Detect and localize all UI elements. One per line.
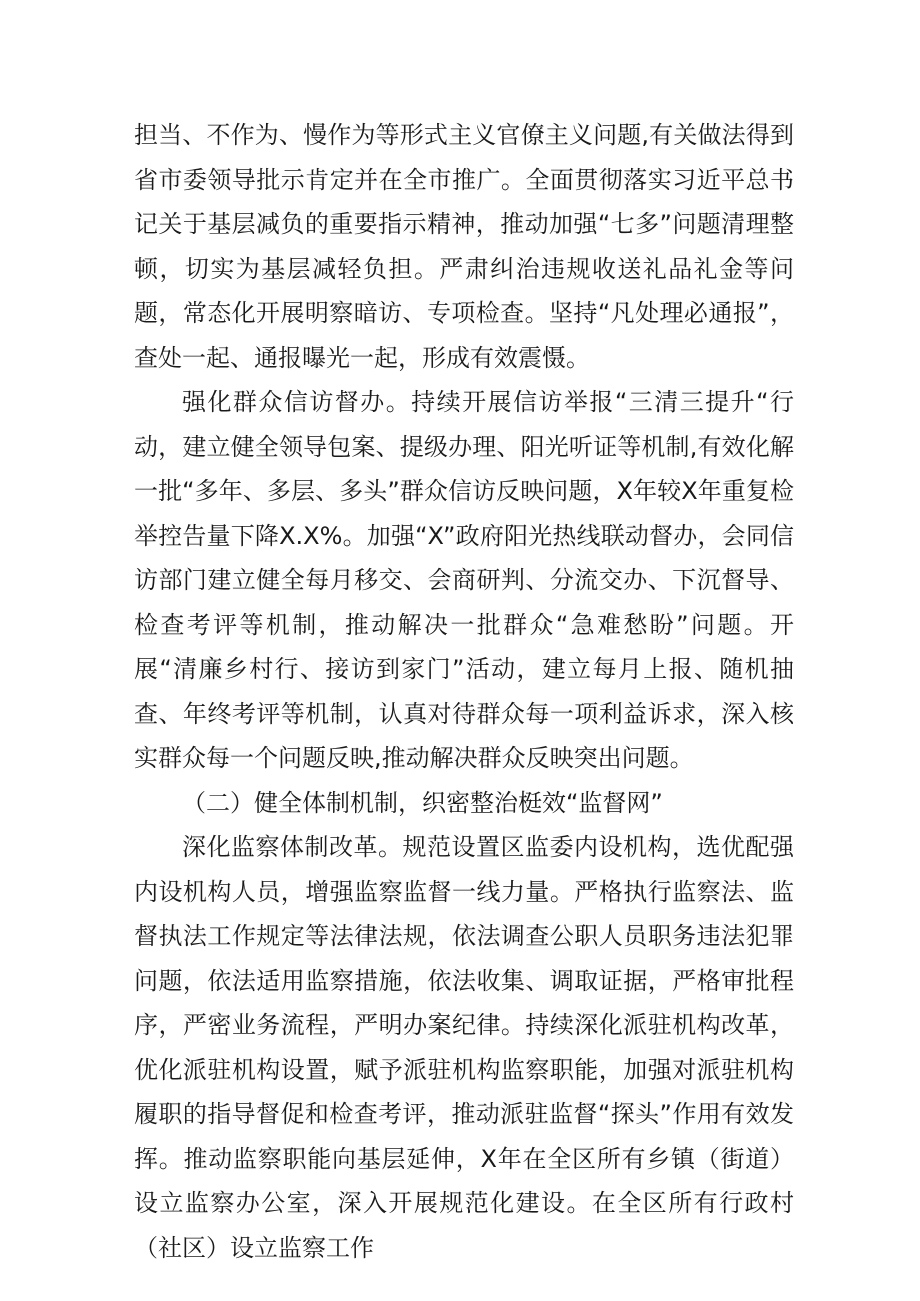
paragraph-continuation: 担当、不作为、慢作为等形式主义官僚主义问题,有关做法得到省市委领导批示肯定并在全市推广。全面贯彻落实习近平总书记关于基层减负的重要指示精神，推动加强“七多”问题清理整顿，切实为基层减轻负担。严肃纠治违规收送礼品礼金等问题，常态化开展明察暗访、专项检查。坚持“凡处理必通报”，查处一起、通报曝光一起，形成有效震慑。	[134, 121, 794, 372]
section-heading: （二）健全体制机制，织密整治梃效“监督网”	[182, 788, 663, 817]
document-body	[134, 113, 794, 1270]
paragraph-petition-supervision: 强化群众信访督办。持续开展信访举报“三清三提升“行动，建立健全领导包案、提级办理、阳光听证等机制,有效化解一批“多年、多层、多头”群众信访反映问题，X年较X年重复检举控告量下降X.X%。加强“X”政府阳光热线联动督办，会同信访部门建立健全每月移交、会商研判、分流交办、下沉督导、检查考评等机制，推动解决一批群众“急难愁盼”问题。开展“清廉乡村行、接访到家门”活动，建立每月上报、随机抽查、年终考评等机制，认真对待群众每一项利益诉求，深入核实群众每一个问题反映,推动解决群众反映突出问题。	[134, 388, 794, 772]
paragraph-supervision-reform: 深化监察体制改革。规范设置区监委内设机构，选优配强内设机构人员，增强监察监督一线力量。严格执行监察法、监督执法工作规定等法律法规，依法调查公职人员职务违法犯罪问题，依法适用监察措施，依法收集、调取证据，严格审批程序，严密业务流程，严明办案纪律。持续深化派驻机构改革，优化派驻机构设置，赋予派驻机构监察职能，加强对派驻机构履职的指导督促和检查考评，推动派驻监督“探头”作用有效发挥。推动监察职能向基层延伸，X年在全区所有乡镇（街道）设立监察办公室，深入开展规范化建设。在全区所有行政村（社区）设立监察工作	[134, 833, 794, 1262]
